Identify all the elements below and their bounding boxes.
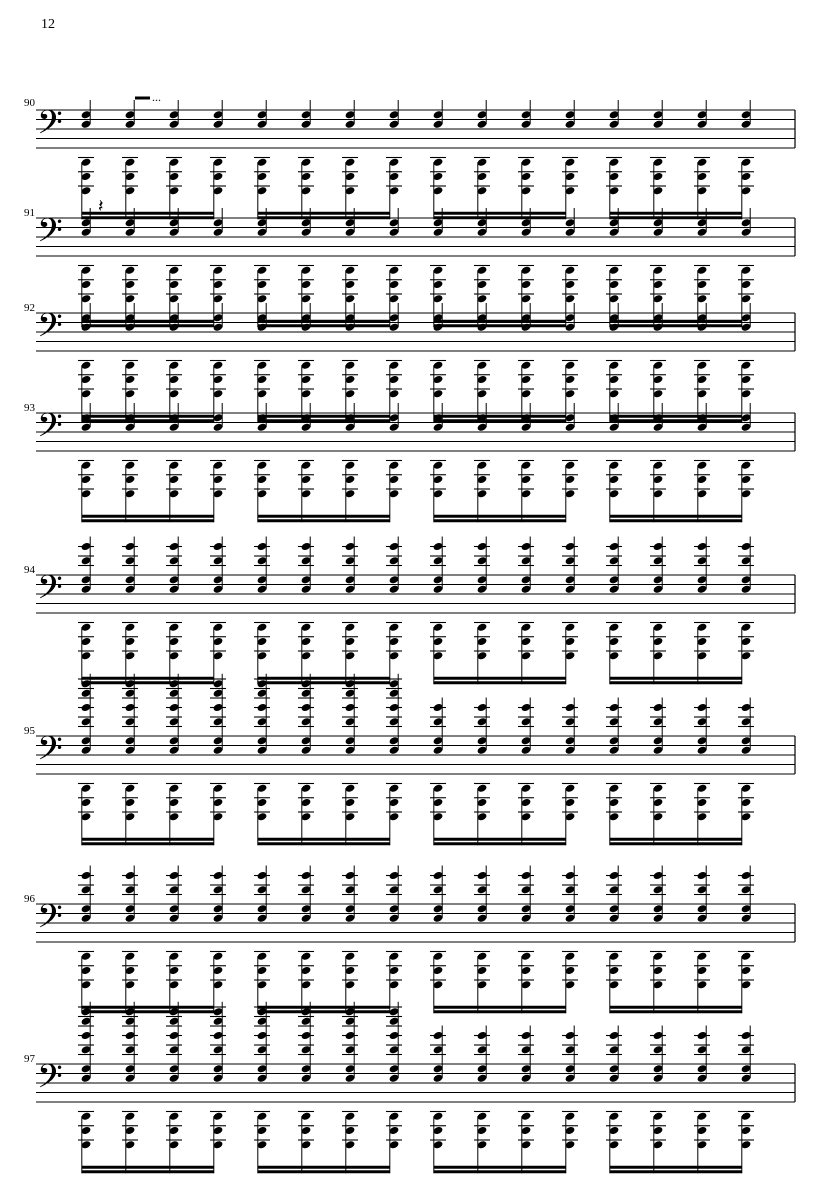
bass-clef-icon: 𝄢 <box>37 1058 63 1104</box>
beam <box>610 1170 742 1173</box>
bass-clef-icon: 𝄢 <box>37 730 63 776</box>
bass-clef-icon: 𝄢 <box>37 104 63 150</box>
beam <box>434 1170 566 1173</box>
bass-clef-icon: 𝄢 <box>37 407 63 453</box>
bass-clef-icon: 𝄢 <box>37 307 63 353</box>
beam <box>82 1170 214 1173</box>
bass-clef-icon: 𝄢 <box>37 212 63 258</box>
beam <box>258 1166 390 1169</box>
measure-number: 94 <box>24 564 35 576</box>
beam <box>258 1170 390 1173</box>
quarter-rest-icon: 𝄽 <box>98 196 104 216</box>
measure-number: 93 <box>24 402 35 414</box>
beam <box>610 1166 742 1169</box>
page-number: 12 <box>41 17 55 32</box>
measure-number: 97 <box>24 1053 35 1065</box>
measure-number: 92 <box>24 302 35 314</box>
beam <box>434 1166 566 1169</box>
dots: ... <box>152 90 161 104</box>
measure-number: 96 <box>24 893 35 905</box>
bass-clef-icon: 𝄢 <box>37 898 63 944</box>
bass-clef-icon: 𝄢 <box>37 569 63 615</box>
measure-number: 91 <box>24 207 35 219</box>
beam <box>82 1166 214 1169</box>
measure-number: 90 <box>24 97 35 109</box>
measure-number: 95 <box>24 725 35 737</box>
